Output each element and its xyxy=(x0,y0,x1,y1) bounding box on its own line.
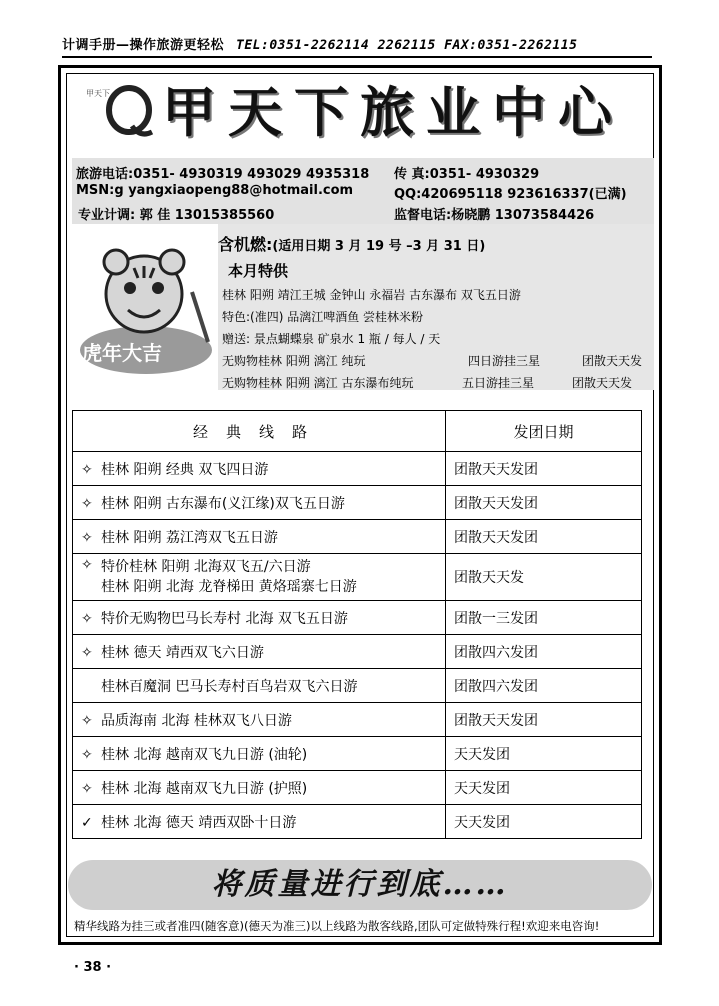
promo-title xyxy=(218,232,485,255)
route-text: 特价无购物巴马长寿村 北海 双飞五日游 xyxy=(101,610,348,627)
route-text: 品质海南 北海 桂林双飞八日游 xyxy=(101,712,292,729)
header-slogan: 计调手册—操作旅游更轻松 xyxy=(62,38,225,53)
table-header-row xyxy=(73,411,642,452)
route-cell xyxy=(73,805,446,839)
route-cell xyxy=(73,520,446,554)
page-number: · 38 · xyxy=(74,960,112,975)
route-cell xyxy=(73,452,446,486)
routes-table xyxy=(72,410,642,839)
table-row xyxy=(73,520,642,554)
promo-title-label: 含机燃: xyxy=(218,235,273,254)
table-row xyxy=(73,771,642,805)
contact-supervisor: 监督电话:杨晓鹏 13073584426 xyxy=(394,208,595,223)
route-cell xyxy=(73,703,446,737)
tiger-caption: 虎年大吉 xyxy=(82,341,162,365)
diamond-bullet-icon: ✧ xyxy=(81,746,93,763)
diamond-bullet-icon: ✧ xyxy=(81,461,93,478)
table-row xyxy=(73,635,642,669)
diamond-bullet-icon: ✧ xyxy=(81,610,93,627)
col-route-header: 经典线路 xyxy=(73,411,446,452)
route-text: 桂林 阳朔 古东瀑布(义江缘)双飞五日游 xyxy=(101,495,345,512)
checkmark-icon: ✓ xyxy=(81,814,93,831)
route-two-line xyxy=(81,557,437,597)
route-text: 桂林 北海 越南双飞九日游 (护照) xyxy=(101,780,308,797)
header-contacts: TEL:0351-2262114 2262115 FAX:0351-2262115 xyxy=(236,38,578,53)
col-date-header: 发团日期 xyxy=(446,411,642,452)
contact-planner: 专业计调: 郭 佳 13015385560 xyxy=(78,208,275,223)
date-cell: 天天发团 xyxy=(446,805,642,839)
table-row xyxy=(73,554,642,601)
diamond-bullet-icon: ✧ xyxy=(81,780,93,797)
route-cell xyxy=(73,601,446,635)
route-text: 特价桂林 阳朔 北海双飞五/六日游 xyxy=(101,559,311,575)
table-row xyxy=(73,486,642,520)
tiger-mascot-icon xyxy=(72,232,218,382)
promo-line3: 赠送: 景点蝴蝶泉 矿泉水 1 瓶 / 每人 / 天 xyxy=(222,332,441,346)
contact-qq: QQ:420695118 923616337(已满) xyxy=(394,187,627,202)
table-row xyxy=(73,805,642,839)
promo-line5-date: 团散天天发 xyxy=(572,376,633,390)
route-cell xyxy=(73,635,446,669)
diamond-bullet-icon: ✧ xyxy=(81,644,93,661)
date-cell: 团散天天发 xyxy=(446,554,642,601)
date-cell: 团散一三发团 xyxy=(446,601,642,635)
date-cell: 团散天天发团 xyxy=(446,520,642,554)
date-cell: 团散四六发团 xyxy=(446,669,642,703)
date-cell: 团散天天发团 xyxy=(446,452,642,486)
route-cell xyxy=(73,771,446,805)
route-cell xyxy=(73,669,446,703)
route-cell xyxy=(73,486,446,520)
logo-q-icon xyxy=(84,82,154,142)
promo-monthly: 本月特供 xyxy=(228,262,289,280)
promo-line2: 特色:(准四) 品漓江啤酒鱼 尝桂林米粉 xyxy=(222,310,424,324)
footer-note: 精华线路为挂三或者准四(随客意)(德天为准三)以上线路为散客线路,团队可定做特殊行程!欢迎来电咨询! xyxy=(74,919,600,933)
table-row xyxy=(73,703,642,737)
route-text: 桂林 阳朔 荔江湾双飞五日游 xyxy=(101,529,278,546)
table-row xyxy=(73,601,642,635)
route-text-2: 桂林 阳朔 北海 龙脊梯田 黄烙瑶寨七日游 xyxy=(101,579,357,595)
top-header xyxy=(62,34,652,58)
diamond-bullet-icon: ✧ xyxy=(81,712,93,729)
promo-line5-type: 五日游挂三星 xyxy=(462,376,535,390)
date-cell: 团散天天发团 xyxy=(446,703,642,737)
diamond-bullet-icon: ✧ xyxy=(81,495,93,512)
diamond-bullet-icon: ✧ xyxy=(81,529,93,546)
promo-line5-route: 无购物桂林 阳朔 漓江 古东瀑布纯玩 xyxy=(222,376,414,390)
promo-line4-route: 无购物桂林 阳朔 漓江 纯玩 xyxy=(222,354,366,368)
promo-date-range: (适用日期 3 月 19 号 –3 月 31 日) xyxy=(272,239,486,254)
contact-fax: 传 真:0351- 4930329 xyxy=(394,167,540,182)
route-cell xyxy=(73,737,446,771)
route-text: 桂林 阳朔 经典 双飞四日游 xyxy=(101,461,269,478)
diamond-bullet-icon: ✧ xyxy=(81,557,93,573)
date-cell: 天天发团 xyxy=(446,771,642,805)
contact-phone: 旅游电话:0351- 4930319 493029 4935318 xyxy=(76,167,370,182)
quality-slogan-banner: 将质量进行到底…… xyxy=(68,860,652,910)
contact-msn: MSN:g yangxiaopeng88@hotmail.com xyxy=(76,183,354,198)
brand-title: 甲天下旅业中心 xyxy=(162,80,624,144)
date-cell: 团散四六发团 xyxy=(446,635,642,669)
contact-band xyxy=(72,158,654,224)
date-cell: 天天发团 xyxy=(446,737,642,771)
logo-small-text: 甲天下 xyxy=(86,89,110,98)
table-row xyxy=(73,452,642,486)
table-row xyxy=(73,737,642,771)
table-row xyxy=(73,669,642,703)
route-text: 桂林百魔洞 巴马长寿村百鸟岩双飞六日游 xyxy=(101,678,358,695)
route-text: 桂林 德天 靖西双飞六日游 xyxy=(101,644,264,661)
promo-line4-type: 四日游挂三星 xyxy=(468,354,541,368)
route-text: 桂林 北海 越南双飞九日游 (油轮) xyxy=(101,746,308,763)
date-cell: 团散天天发团 xyxy=(446,486,642,520)
route-text: 桂林 北海 德天 靖西双卧十日游 xyxy=(101,814,297,831)
promo-section xyxy=(72,224,654,390)
route-cell xyxy=(73,554,446,601)
promo-line1: 桂林 阳朔 靖江王城 金钟山 永福岩 古东瀑布 双飞五日游 xyxy=(222,288,521,302)
promo-line4-date: 团散天天发 xyxy=(582,354,643,368)
route-text-group xyxy=(101,557,357,597)
